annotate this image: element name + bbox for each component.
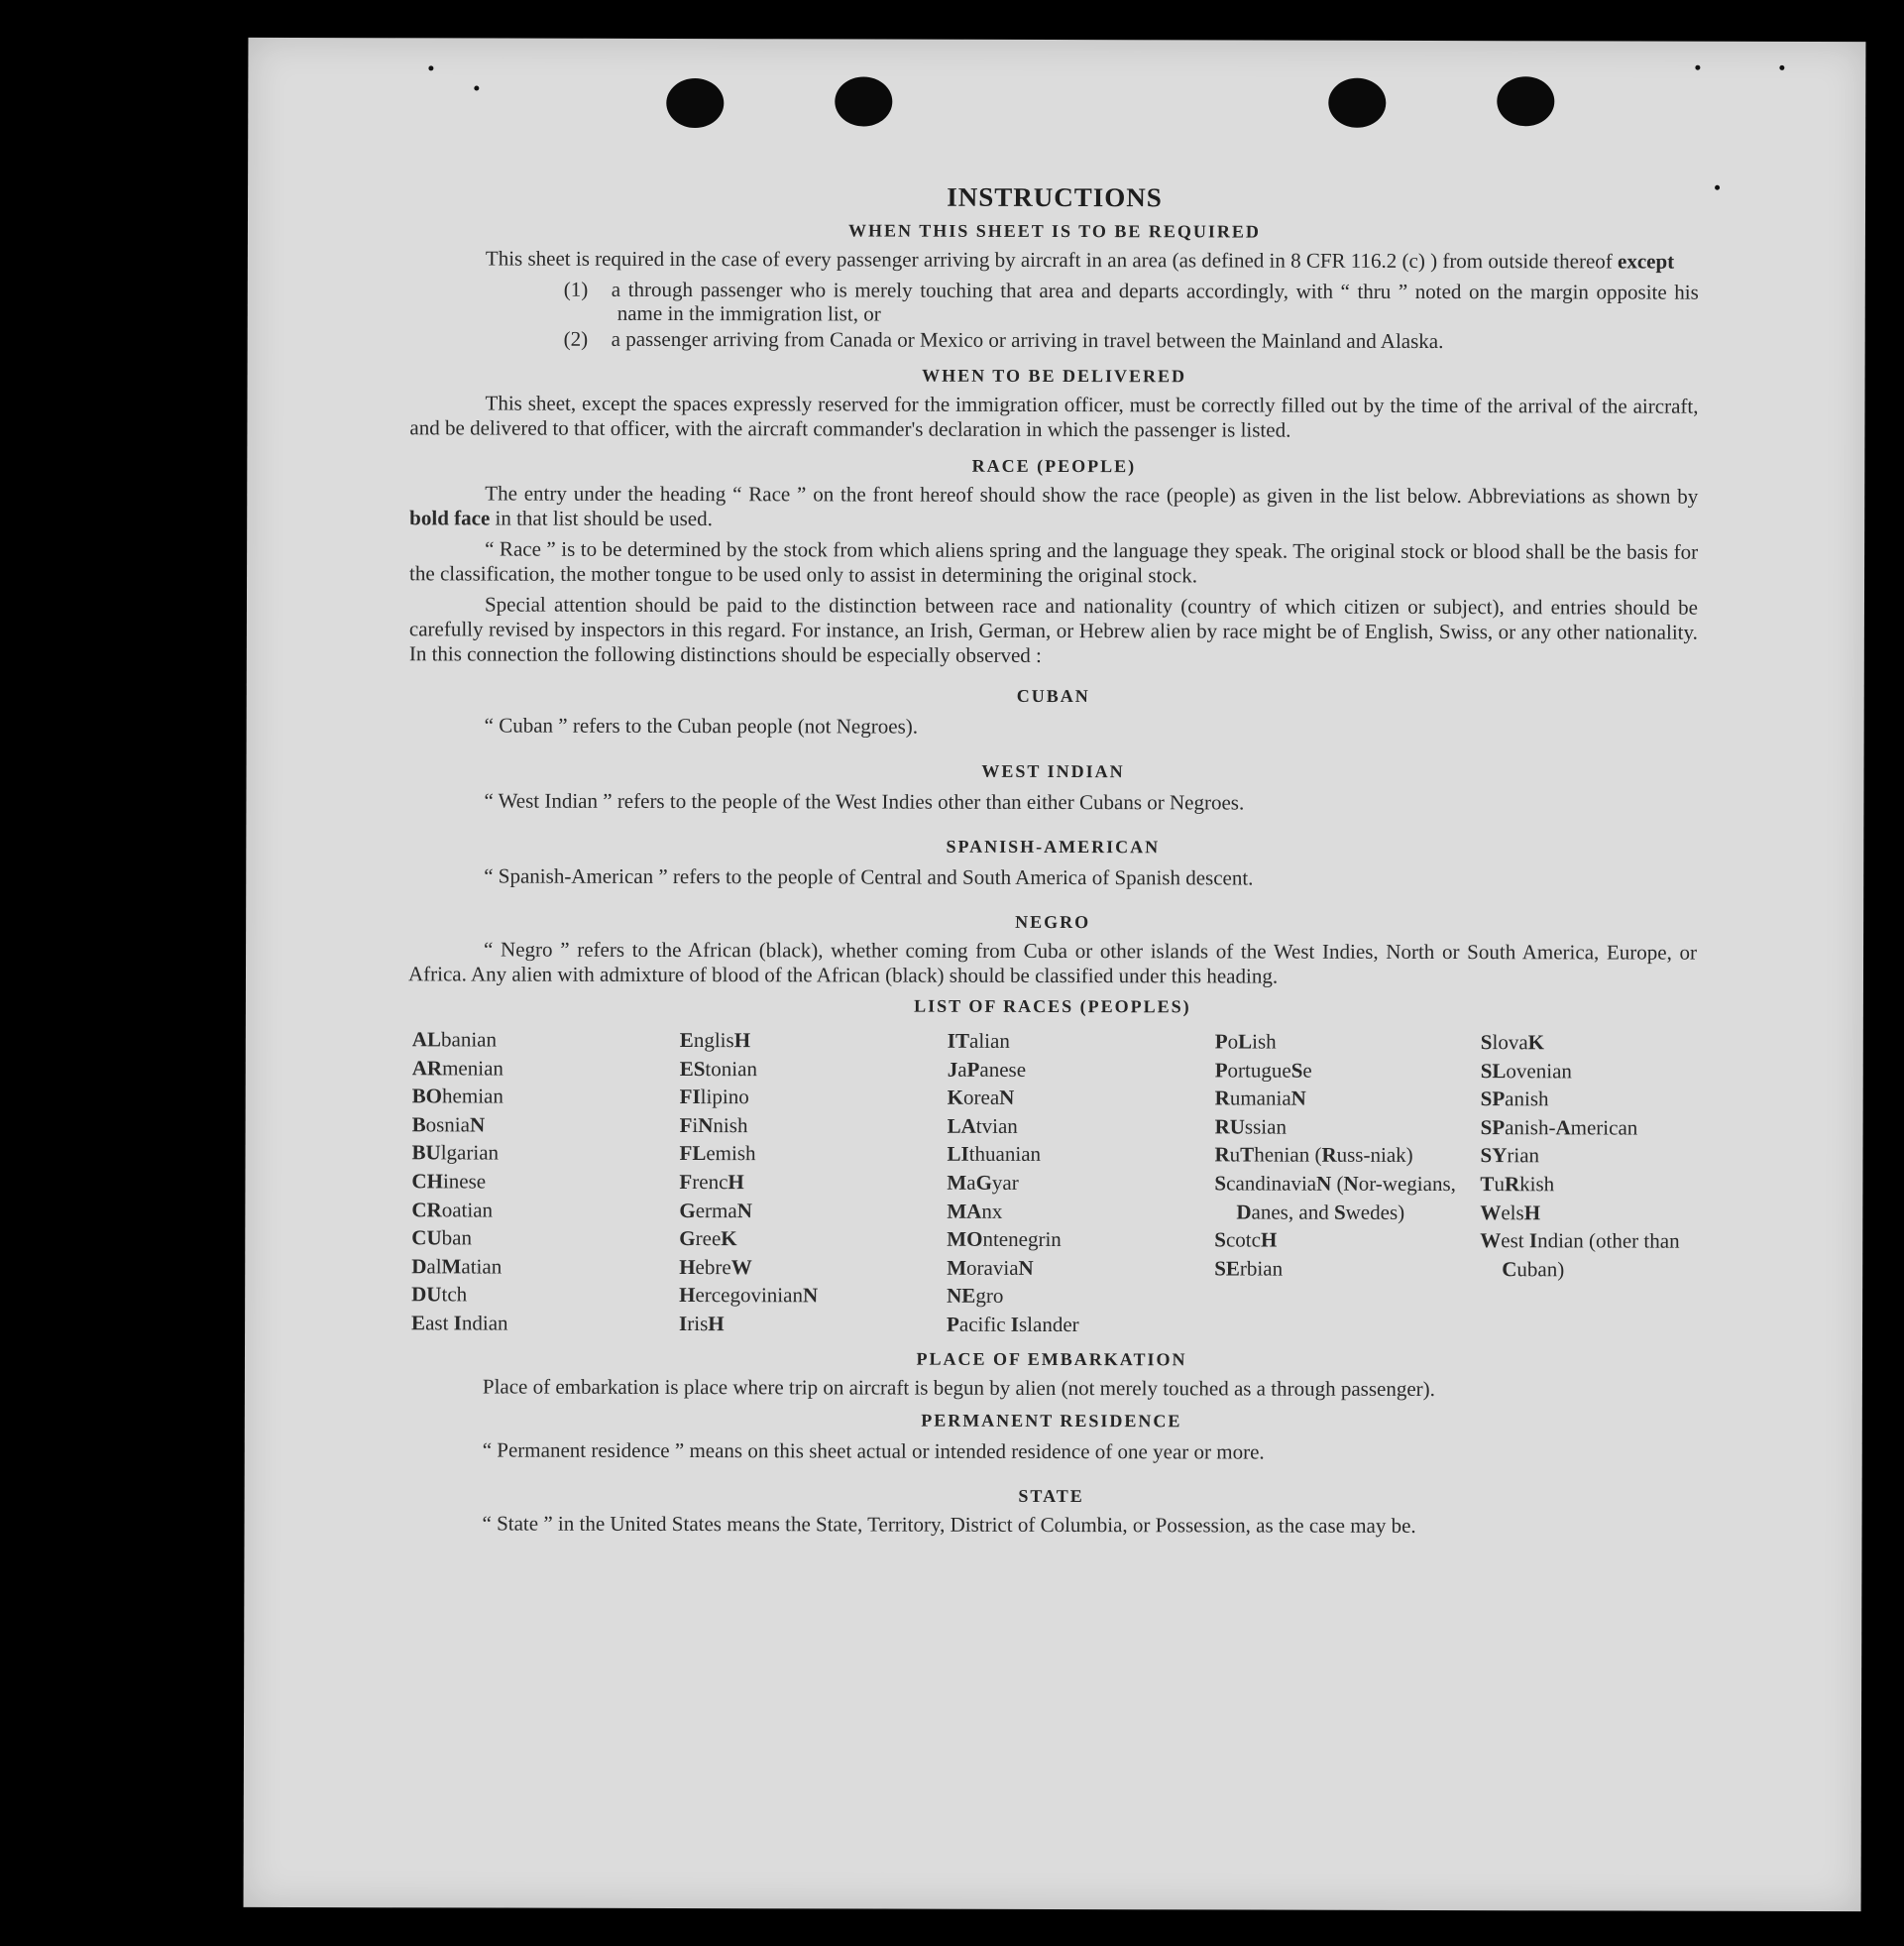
race-entry: RUssian [1214,1114,1288,1139]
race-entry: ARmenian [411,1055,504,1081]
race-entry: CHinese [411,1169,487,1194]
heading-cuban: CUBAN [1016,685,1090,707]
race-entry: PortugueSe [1214,1058,1312,1083]
race-entry: SPanish-American [1480,1114,1638,1140]
race-entry: FiNnish [679,1112,748,1137]
west-indian-text: “ West Indian ” refers to the people of the West Indies other than either Cubans or Negroes. [484,788,1245,815]
delivered-text: This sheet, except the spaces expressly reserved for the immigration officer, must be correctly filled out by the time of the arrival of the aircraft, and be delivered to that officer, with the aircraft commander's declaration in which the passenger is listed. [409,391,1699,442]
race-entry: IrisH [679,1311,725,1336]
race-entry: EnglisH [679,1028,751,1053]
race-entry: GreeK [679,1226,737,1251]
heading-delivered: WHEN TO BE DELIVERED [922,365,1187,387]
speck [1695,65,1700,70]
race-entry: Pacific Islander [947,1312,1079,1337]
race-paragraph-2: “ Race ” is to be determined by the stock from which aliens spring and the language they speak. The original stock or blood shall be the basis for the classification, the mother tongue to be used only to assist in determining the original stock. [409,536,1699,588]
race-entry: MOntenegrin [947,1226,1062,1252]
heading-state: STATE [1018,1485,1084,1506]
heading-list-of-races: LIST OF RACES (PEOPLES) [914,995,1191,1017]
race-entry: East Indian [411,1311,508,1335]
race-paragraph-3: Special attention should be paid to the distinction between race and nationality (country of which citizen or subject), and entries should be carefully revised by inspectors in this regard. For instance, an Irish, German, or Hebrew alien by race might be of English, Swiss, or any other nationality. In this connection the following distinctions should be especially observed : [408,592,1699,667]
required-item-2: (2) a passenger arriving from Canada or Mexico or arriving in travel between the Mainland and Alaska. [563,326,1444,354]
cuban-text: “ Cuban ” refers to the Cuban people (not Negroes). [484,713,919,739]
race-entry: ALbanian [411,1027,498,1052]
speck [428,65,433,70]
race-entry: KoreaN [947,1085,1015,1110]
race-entry: FIlipino [679,1085,749,1109]
race-entry: SLovenian [1480,1058,1572,1083]
heading-west-indian: WEST INDIAN [981,760,1125,782]
race-entry: HercegovinianN [679,1283,819,1308]
race-entry: TuRkish [1480,1172,1555,1197]
punch-hole [835,76,892,126]
race-entry: DalMatian [411,1254,503,1279]
race-entry: CRoatian [411,1197,494,1222]
document-page [244,38,1866,1911]
race-entry: WelsH [1480,1200,1541,1224]
race-entry: BosniaN [411,1112,486,1137]
heading-race: RACE (PEOPLE) [971,455,1137,477]
negro-text: “ Negro ” refers to the African (black), whether coming from Cuba or other islands of the West Indies, North or South America, Europe, or Africa. Any alien with admixture of blood of the African (black) should be classified under this heading. [407,937,1698,988]
race-entry: SYrian [1480,1143,1540,1168]
punch-hole [1497,76,1554,126]
residence-text: “ Permanent residence ” means on this sheet actual or intended residence of one year or more. [482,1437,1265,1464]
race-entry: LIthuanian [947,1142,1042,1167]
race-entry: SErbian [1214,1256,1284,1281]
race-entry: CUban [411,1225,473,1250]
races-column [947,1027,1215,1339]
races-list [411,1025,1697,1340]
heading-negro: NEGRO [1015,911,1091,933]
race-entry: ScotcH [1214,1227,1278,1252]
race-entry: EStonian [679,1056,758,1081]
race-entry: HebreW [679,1254,752,1279]
races-column [1480,1028,1709,1340]
races-column [411,1025,680,1337]
race-paragraph-1: The entry under the heading “ Race ” on the front hereof should show the race (people) as given in the list below. Abbreviations as shown by bold face in that list should be used. [409,481,1699,531]
required-item-1: (1) a through passenger who is merely touching that area and departs accordingly, with “ thru ” noted on the margin opposite his name in the immigration list, or [563,277,1699,326]
speck [1779,65,1784,70]
race-entry: SPanish [1480,1087,1549,1111]
required-intro: This sheet is required in the case of every passenger arriving by aircraft in an area (as defined in 8 CFR 116.2 (c) ) from outside thereof except [485,246,1675,274]
race-entry: GermaN [679,1198,752,1222]
race-entry: MAnx [947,1199,1003,1223]
race-entry: MoraviaN [947,1255,1034,1280]
heading-residence: PERMANENT RESIDENCE [921,1410,1182,1431]
heading-spanish-american: SPANISH-AMERICAN [946,836,1161,858]
state-text: “ State ” in the United States means the State, Territory, District of Columbia, or Possession, as the case may be. [482,1511,1416,1538]
speck [474,85,479,90]
race-entry: PoLish [1214,1029,1277,1054]
race-entry: FLemish [679,1141,756,1166]
race-entry: ITalian [947,1028,1010,1053]
race-entry: FrencH [679,1169,744,1195]
race-entry: JaPanese [947,1057,1027,1082]
heading-required: WHEN THIS SHEET IS TO BE REQUIRED [848,220,1261,242]
race-entry: NEgro [947,1284,1004,1309]
race-entry: BOhemian [411,1084,504,1108]
race-entry: MaGyar [947,1170,1019,1195]
punch-hole [1328,78,1386,128]
embarkation-text: Place of embarkation is place where trip on aircraft is begun by alien (not merely touched as a through passenger). [482,1374,1435,1401]
races-column [1214,1027,1481,1339]
race-entry: SlovaK [1480,1030,1545,1055]
spanish-american-text: “ Spanish-American ” refers to the people of Central and South America of Spanish descent. [484,863,1254,890]
race-entry: West Indian (other than Cuban) [1480,1228,1680,1282]
speck [1715,185,1720,190]
heading-embarkation: PLACE OF EMBARKATION [916,1348,1187,1369]
page-title: INSTRUCTIONS [947,181,1163,213]
races-column [679,1026,948,1338]
race-entry: RumaniaN [1214,1086,1306,1110]
race-entry: LAtvian [947,1113,1018,1138]
document-content [407,141,1700,1545]
race-entry: RuThenian (Russ-niak) [1214,1142,1413,1168]
race-entry: DUtch [411,1282,468,1307]
punch-hole [666,78,724,128]
race-entry: ScandinaviaN (Nor-wegians, Danes, and Swedes) [1214,1171,1456,1224]
race-entry: BUlgarian [411,1140,500,1165]
